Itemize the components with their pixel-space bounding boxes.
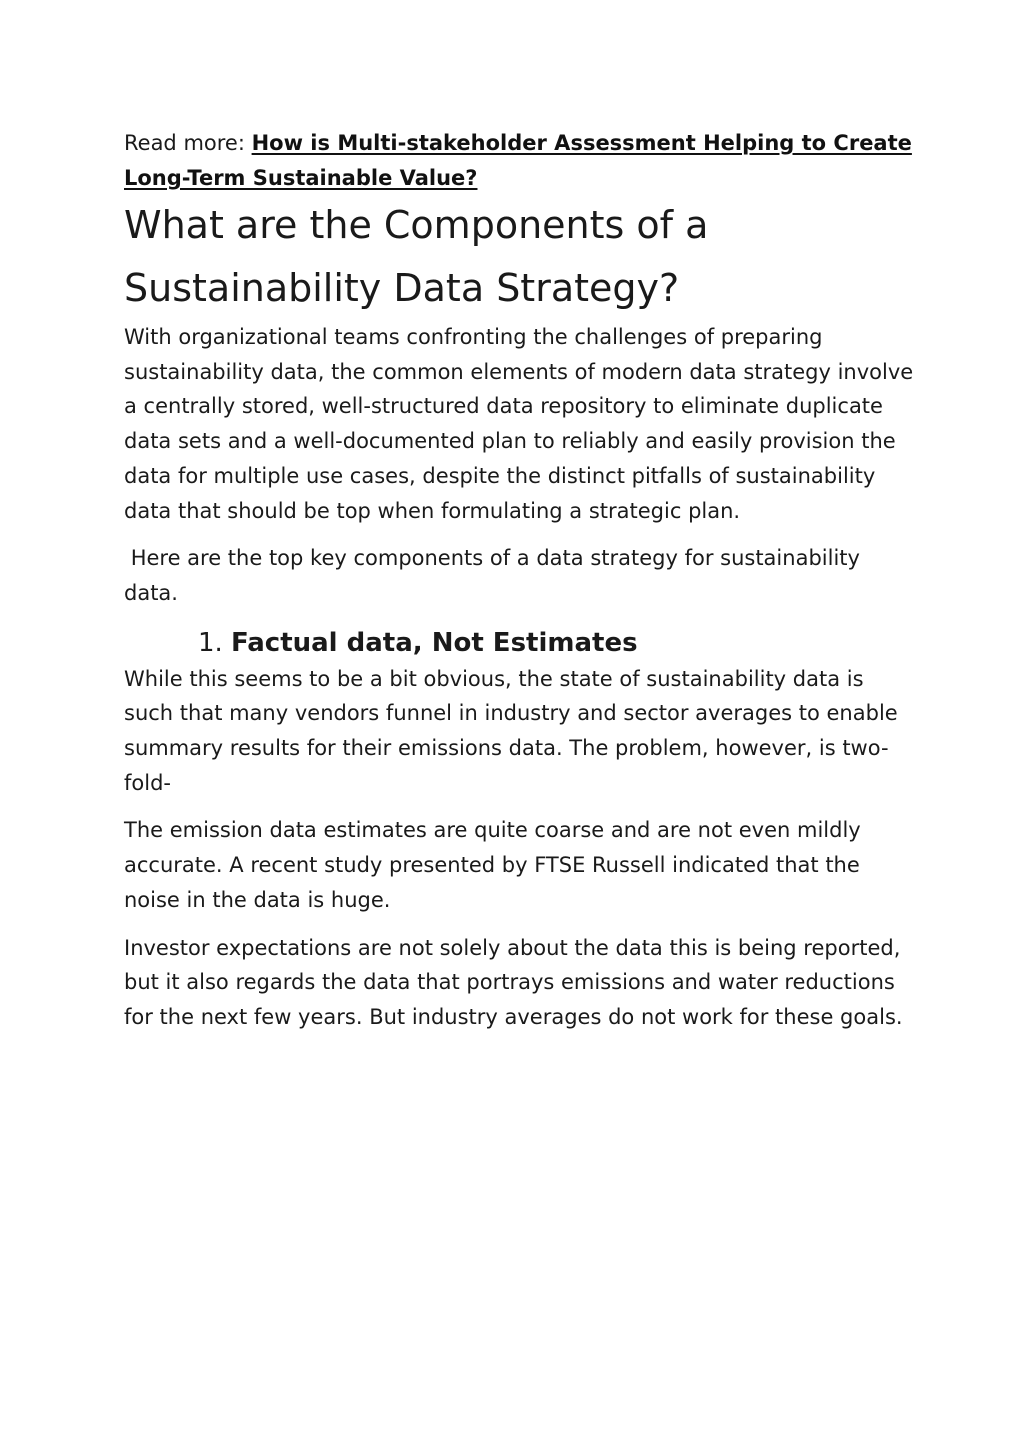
- read-more-link[interactable]: How is Multi-stakeholder Assessment Helping to Create Long-Term Sustainable Value?: [124, 131, 912, 190]
- intro-paragraph: With organizational teams confronting the challenges of preparing sustainability data, the common elements of modern data strategy involve a centrally stored, well-structured data repository to eliminate duplicate data sets and a well-documented plan to reliably and easily provision the data for multiple use cases, despite the distinct pitfalls of sustainability data that should be top when formulating a strategic plan.: [124, 325, 914, 523]
- intro-paragraph-2: Here are the top key components of a data strategy for sustainability data.: [124, 546, 867, 605]
- section-paragraph: Investor expectations are not solely about the data this is being reported, but it also regards the data that portrays emissions and water reductions for the next few years. But industry averages do not work for these goals.: [124, 935, 903, 1029]
- list-heading-label: Factual data, Not Estimates: [231, 627, 638, 658]
- document-page: [124, 126, 914, 1048]
- read-more-line: [124, 126, 914, 196]
- read-more-prefix: Read more:: [124, 131, 252, 155]
- list-number: 1.: [198, 627, 223, 658]
- section-paragraph: While this seems to be a bit obvious, the state of sustainability data is such that many vendors funnel in industry and sector averages to enable summary results for their emissions data. The problem, however, is two-fold-: [124, 666, 898, 795]
- page-title: What are the Components of a Sustainability Data Strategy?: [124, 203, 709, 310]
- list-heading-factual-data: [124, 624, 914, 662]
- section-paragraph: The emission data estimates are quite coarse and are not even mildly accurate. A recent study presented by FTSE Russell indicated that the noise in the data is huge.: [124, 818, 861, 912]
